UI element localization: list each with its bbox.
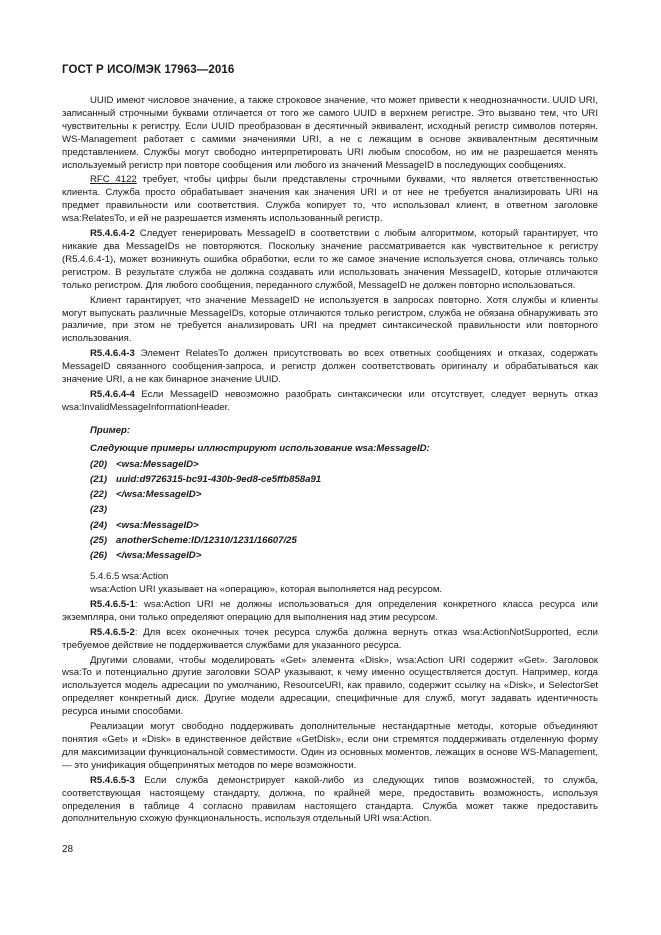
code-text: uuid:d9726315-bc91-430b-9ed8-ce5ffb858a91	[116, 473, 322, 485]
paragraph-implementations: Реализации могут свободно поддерживать дополнительные нестандартные методы, которые объединяют понятия «Get» и «Disk» в единственное действие «GetDisk», если они стремятся поддерживать отделенную форму для максимизации функциональной совместимости. Один из основных моментов, лежащих в основе WS-Management,— это унификация общепринятых методов по мере возможности.	[62, 721, 598, 771]
requirement-id: R5.4.6.5-1	[90, 598, 135, 610]
example-description: Следующие примеры иллюстрируют использование wsa:MessageID:	[90, 442, 430, 454]
requirement-r5-4-6-4-4	[62, 389, 598, 415]
requirement-id: R5.4.6.5-2	[90, 626, 135, 638]
code-line	[62, 520, 598, 533]
requirement-id: R5.4.6.4-2	[90, 228, 135, 240]
code-line	[62, 474, 598, 487]
document-header: ГОСТ Р ИСО/МЭК 17963—2016	[62, 64, 235, 76]
requirement-text: Если служба демонстрирует какой-либо из следующих типов возможностей, то служба, соответствующая настоящему стандарту, должна, по крайней мере, предоставить возможность, используя определения в таблице 4 согласно правилам настоящего стандарта. Служба может также предоставить дополнительную схожую функциональность, используя отдельный URI wsa:Action.	[62, 774, 598, 825]
requirement-text: : wsa:Action URI не должны использоваться для определения конкретного класса ресурса или экземпляра, они только определяют операцию для выполнения над этим ресурсом.	[62, 598, 598, 623]
requirement-text: Следует генерировать MessageID в соответствии с любым алгоритмом, который гарантирует, что никакие два MessageIDs не повторяются. Поскольку значение рассматривается как чувствительное к регистру (R5.4.6.4-1), может возникнуть ошибка обработки, если то же самое значение используется снова, отличаясь только регистром. В результате служба не должна создавать или использовать значения MessageID, которые отличаются только регистром. Для любого сообщения, переданного службой, MessageID не должен повторно использоваться.	[62, 228, 598, 291]
code-line	[62, 489, 598, 502]
requirement-r5-4-6-5-1	[62, 599, 598, 625]
code-line	[62, 535, 598, 548]
paragraph-client: Клиент гарантирует, что значение MessageID не используется в запросах повторно. Хотя службы и клиенты могут выпускать различные MessageIDs, которые отличаются только регистром, служба не обязана обнаруживать это различие, при этом не требуется анализировать URI на предмет синтаксической правильности или повторного использования.	[62, 294, 598, 345]
paragraph-action: wsa:Action URI указывает на «операцию», которая выполняется над ресурсом.	[90, 584, 443, 596]
paragraph-rfc	[62, 174, 598, 226]
code-text: <wsa:MessageID>	[116, 458, 199, 470]
page-number: 28	[62, 844, 74, 855]
code-text: anotherScheme:ID/12310/1231/16607/25	[116, 534, 297, 546]
requirement-r5-4-6-4-3	[62, 348, 598, 387]
requirement-id: R5.4.6.4-3	[90, 348, 135, 360]
example-code-list	[62, 459, 598, 564]
rfc-link[interactable]: RFC 4122	[90, 174, 137, 186]
requirement-r5-4-6-5-3	[62, 775, 598, 827]
line-number: (24)	[90, 519, 108, 531]
paragraph-rfc-text: требует, чтобы цифры были представлены строчными буквами, что является ответственностью клиента. Служба просто обрабатывает значения как значения URI и от нее не требуется анализировать URI на предмет правильности или соответствия. Служба копирует то, что использовал клиент, в ответном заголовке wsa:RelatesTo, и ей не разрешается изменять использованный регистр.	[62, 174, 598, 225]
line-number: (21)	[90, 473, 108, 485]
line-number: (22)	[90, 489, 108, 501]
requirement-text: : Для всех оконечных точек ресурса служба должна вернуть отказ wsa:ActionNotSupported, если требуемое действие не поддерживается службами для указанного ресурса.	[62, 626, 598, 651]
requirement-text: Элемент RelatesTo должен присутствовать во всех ответных сообщениях и отказах, содержать MessageID связанного сообщения-запроса, и регистр должен соответствовать оригиналу и обрабатываться как значение URI, а не как бинарное значение UUID.	[62, 348, 598, 386]
requirement-r5-4-6-5-2	[62, 627, 598, 653]
code-line	[62, 550, 598, 563]
line-number: (20)	[90, 458, 108, 470]
code-text: </wsa:MessageID>	[116, 489, 202, 501]
code-line	[62, 504, 598, 517]
paragraph-other-words: Другими словами, чтобы моделировать «Get» элемента «Disk», wsa:Action URI содержит «Get». Заголовок wsa:To и потенциально другие заголовки SOAP указывают, к чему именно осуществляется доступ. Например, когда используется модель адресации по умолчанию, ResourceURI, как правило, содержит ссылку на «Disk», и SelectorSet определяет конкретный диск. Другие модели адресации, специфичные для служб, могут задавать идентичность ресурса иными способами.	[62, 654, 598, 718]
line-number: (26)	[90, 550, 108, 562]
example-title: Пример:	[90, 424, 131, 436]
code-text: <wsa:MessageID>	[116, 519, 199, 531]
document-body	[62, 95, 598, 826]
code-text: </wsa:MessageID>	[116, 550, 202, 562]
section-heading: 5.4.6.5 wsa:Action	[90, 571, 169, 583]
code-line	[62, 459, 598, 472]
requirement-text: Если MessageID невозможно разобрать синтаксически или отсутствует, следует вернуть отказ wsa:InvalidMessageInformationHeader.	[62, 388, 598, 413]
requirement-r5-4-6-4-2	[62, 228, 598, 293]
line-number: (23)	[90, 504, 108, 516]
paragraph-uuid: UUID имеют числовое значение, а также строковое значение, что может привести к неоднозначности. UUID URI, записанный строчными буквами отличается от того же самого UUID в верхнем регистре. Это вызвано тем, что URI чувствительны к регистру. Если UUID преобразован в десятичный эквивалент, исходный регистр символов потерян. WS-Management работает с самими значениями URI, а не с лежащим в основе эквивалентным десятичным представлением. Службы могут свободно интерпретировать URI любым способом, но им не разрешается менять используемый регистр при повторе сообщения или любого из значений MessageID в последующих сообщениях.	[62, 95, 598, 171]
requirement-id: R5.4.6.5-3	[90, 774, 135, 786]
line-number: (25)	[90, 534, 108, 546]
requirement-id: R5.4.6.4-4	[90, 388, 135, 400]
